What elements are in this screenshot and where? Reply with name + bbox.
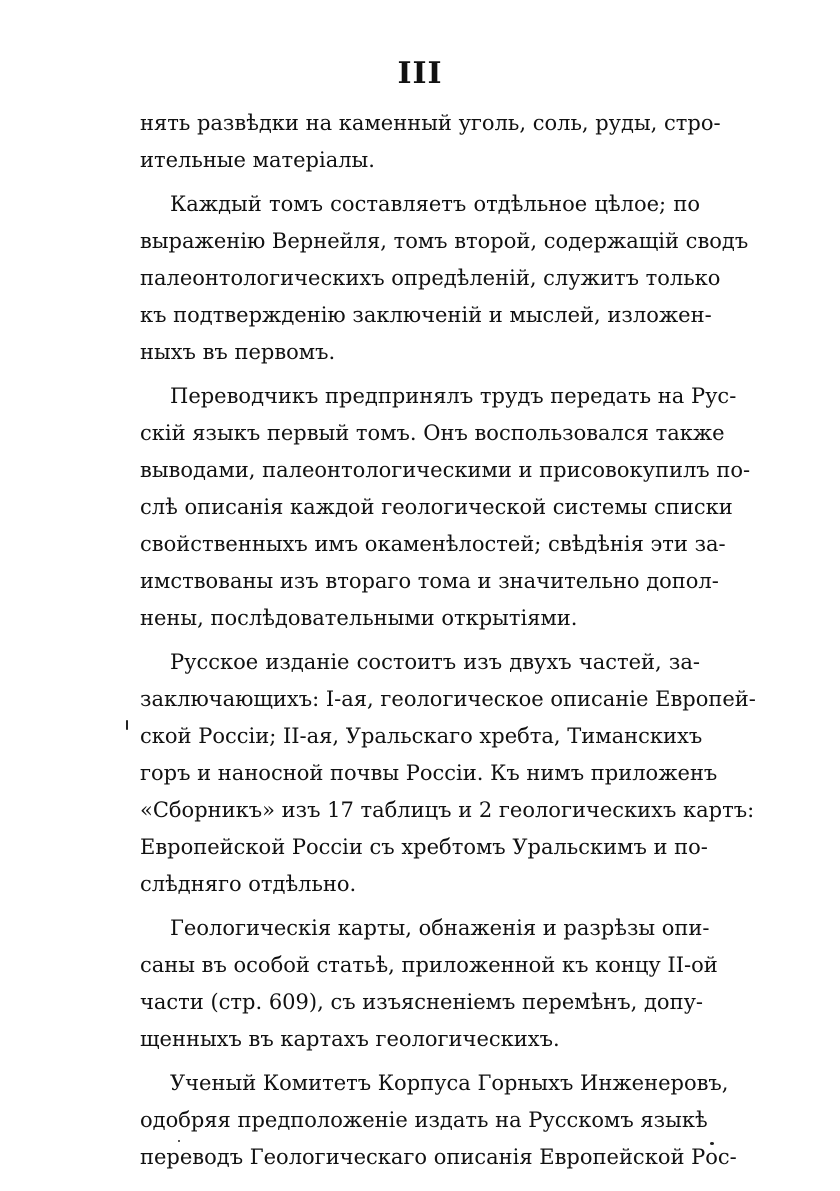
text-line: свойственныхъ имъ окаменѣлостей; свѣдѣнія эти за- [140,532,726,556]
text-line: нять развѣдки на каменный уголь, соль, руды, стро- [140,111,721,135]
text-line: скій языкъ первый томъ. Онъ воспользовался также [140,421,725,445]
text-line: имствованы изъ втораго тома и значительно допол- [140,569,719,593]
text-line: части (стр. 609), съ изъясненіемъ перемѣнъ, допу- [140,990,704,1014]
text-line: нены, послѣдовательными открытіями. [140,606,578,630]
page-number: III [397,56,443,91]
text-line: «Сборникъ» изъ 17 таблицъ и 2 геологическихъ картъ: [140,798,755,822]
text-line: Геологическія карты, обнаженія и разрѣзы опи- [170,916,710,940]
text-line: Русское изданіе состоитъ изъ двухъ частей, за- [170,650,700,674]
text-line: выводами, палеонтологическими и присовокупилъ по- [140,458,751,482]
text-line: слѣ описанія каждой геологической системы списки [140,495,733,519]
text-line: слѣдняго отдѣльно. [140,872,357,896]
scan-speck [710,1142,714,1145]
scan-speck [126,720,128,730]
text-line: ской Россіи; II-ая, Уральскаго хребта, Тиманскихъ [140,724,703,748]
text-line: выраженію Вернейля, томъ второй, содержащій сводъ [140,229,749,253]
text-line: Переводчикъ предпринялъ трудъ передать на Рус- [170,384,737,408]
text-line: заключающихъ: I-ая, геологическое описаніе Европей- [140,687,756,711]
text-line: одобряя предположеніе издать на Русскомъ языкѣ [140,1108,708,1132]
text-line: ительные матеріалы. [140,148,375,172]
text-line: саны въ особой статьѣ, приложенной къ концу II-ой [140,953,718,977]
text-line: щенныхъ въ картахъ геологическихъ. [140,1027,560,1051]
text-line: Европейской Россіи съ хребтомъ Уральскимъ и по- [140,835,708,859]
text-line: переводъ Геологическаго описанія Европейской Рос- [140,1145,737,1169]
text-line: Ученый Комитетъ Корпуса Горныхъ Инженеровъ, [170,1071,729,1095]
scan-speck [178,1140,180,1142]
text-line: палеонтологическихъ опредѣлeній, служитъ только [140,266,721,290]
text-line: къ подтвержденію заключеній и мыслей, изложен- [140,303,712,327]
text-line: горъ и наносной почвы Россіи. Къ нимъ приложенъ [140,761,718,785]
text-line: Каждый томъ составляетъ отдѣльное цѣлое; по [170,192,700,216]
body-text [140,105,756,1176]
text-line: ныхъ въ первомъ. [140,340,336,364]
